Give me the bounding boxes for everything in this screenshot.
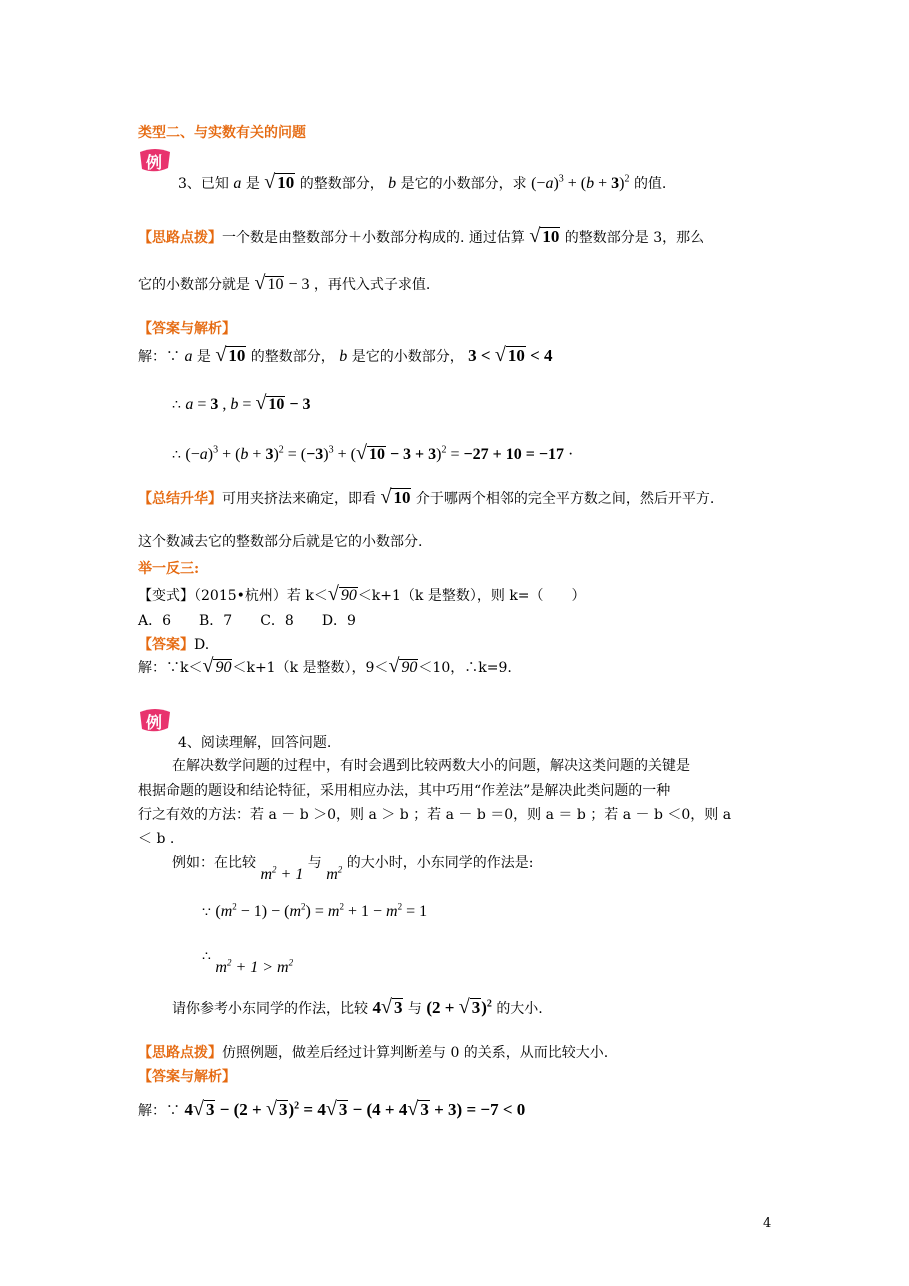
example4-hint: 【思路点拨】仿照例题，做差后经过计算判断差与 0 的关系，从而比较大小. — [138, 1045, 609, 1061]
variant-solution: 解：∵k＜√ 90＜k+1（k 是整数），9＜√ 90＜10，∴k=9. — [138, 655, 512, 677]
page-number: 4 — [763, 1216, 772, 1231]
example4-solution: 解：∵ 4√ 3 − (2 + √ 3)$^2$ = 4√ 3 − (4 + 4√ 3 + 3) = −7 < 0 — [138, 1098, 526, 1120]
example3-hint-cont: 它的小数部分就是 √ 10 − 3 ，再代入式子求值. — [138, 272, 431, 294]
example3-summary: 【总结升华】可用夹挤法来确定，即看 √ 10 介于哪两个相邻的完全平方数之间，然后开平方. — [138, 486, 715, 508]
example3-solution-line1: 解：∵ a 是 √ 10 的整数部分， b 是它的小数部分， 3 < √ 10 < 4 — [138, 344, 553, 366]
example3-solution-line2: ∴ a = 3 , b = √ 10 − 3 — [172, 392, 311, 414]
example4-title: 4、阅读理解，回答问题. — [178, 735, 332, 751]
variant-answer: 【答案】D. — [138, 637, 210, 653]
section-title: 类型二、与实数有关的问题 — [138, 125, 306, 141]
example3-solution-line3: ∴ $(-a)^3 + (b + 3)^2 = (-3)^3$ + (√ 10 − 3 + 3)$^2$ = −27 + 10 = −17 · — [172, 442, 574, 464]
example3-hint: 【思路点拨】一个数是由整数部分＋小数部分构成的. 通过估算 √ 10 的整数部分是 3，那么 — [138, 225, 705, 247]
example-badge-label: 例 — [146, 713, 163, 732]
example4-ask: 请你参考小东同学的作法，比较 4√ 3 与 (2 + √ 3)$^2$ 的大小. — [172, 996, 543, 1018]
example4-example-intro: 例如：在比较 $m^2 + 1$ 与 $m^2$ 的大小时，小东同学的作法是: — [172, 855, 534, 883]
example4-working-line2: ∴ $m^2 + 1 > m^2$ — [202, 948, 294, 977]
example4-para-line3: 行之有效的方法：若 a － b ＞0，则 a ＞ b ；若 a － b ＝0，则 a ＝ b ；若 a － b ＜0，则 a — [138, 807, 732, 823]
example-badge-label: 例 — [146, 153, 163, 172]
example3-answer-label: 【答案与解析】 — [138, 321, 236, 337]
example4-answer-label: 【答案与解析】 — [138, 1069, 236, 1085]
example4-para-line4: ＜ b . — [138, 831, 175, 847]
variant-question: 【变式】（2015•杭州）若 k＜√ 90＜k+1（k 是整数），则 k=（ ） — [138, 583, 586, 605]
example4-working-line1: ∵ $(m^2 - 1) - (m^2) = m^2 + 1 - m^2 = 1$ — [202, 902, 428, 921]
example4-para-line2: 根据命题的题设和结论特征，采用相应办法，其中巧用“作差法”是解决此类问题的一种 — [138, 783, 671, 799]
example3-summary-cont: 这个数减去它的整数部分后就是它的小数部分. — [138, 534, 423, 550]
example4-para-line1: 在解决数学问题的过程中，有时会遇到比较两数大小的问题，解决这类问题的关键是 — [172, 758, 690, 774]
example3-question: 3、已知 a 是 √ 10 的整数部分， b 是它的小数部分，求 $(-a)^3 + (b + 3)^2$ 的值. — [178, 171, 667, 193]
variant-options: A．6 B．7 C．8 D．9 — [138, 613, 356, 629]
variant-heading: 举一反三: — [138, 561, 200, 577]
